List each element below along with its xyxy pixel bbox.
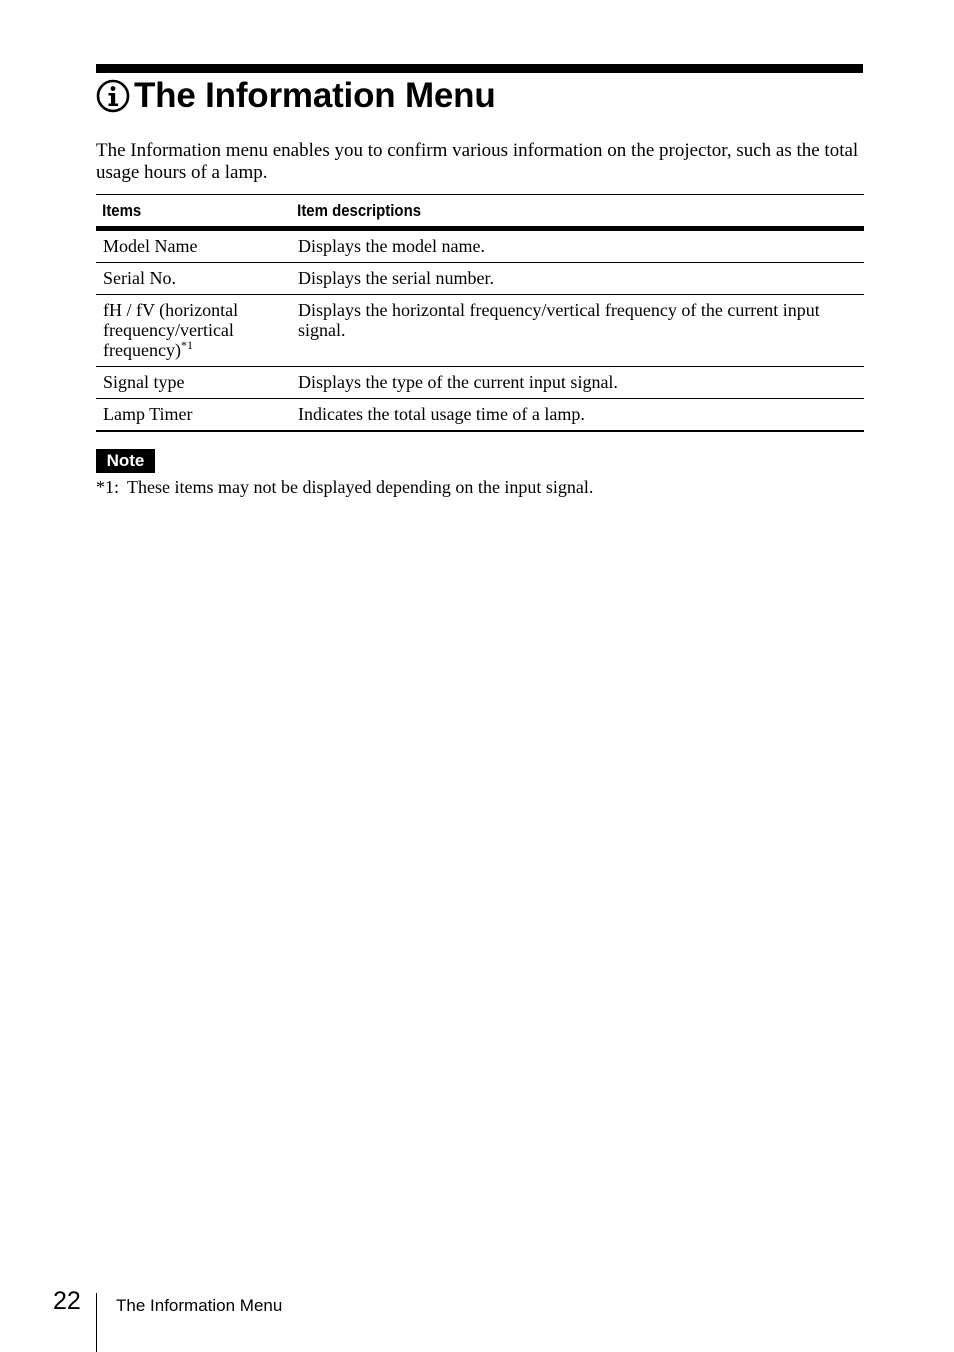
item-cell: Signal type — [96, 367, 291, 399]
item-cell: Serial No. — [96, 263, 291, 295]
note-badge: Note — [96, 449, 155, 473]
description-cell: Displays the type of the current input signal. — [291, 367, 864, 399]
footnote-mark: *1: — [96, 477, 120, 497]
table-row — [96, 295, 864, 367]
page-header — [96, 74, 496, 118]
table-row — [96, 367, 864, 399]
title-rule — [96, 64, 863, 73]
table-row — [96, 229, 864, 263]
table-row — [96, 263, 864, 295]
info-icon — [96, 79, 130, 113]
intro-paragraph: The Information menu enables you to confirm various information on the projector, such as the total usage hours of a lamp. — [96, 140, 859, 183]
description-cell: Indicates the total usage time of a lamp. — [291, 399, 864, 432]
description-cell: Displays the serial number. — [291, 263, 864, 295]
information-menu-table — [96, 194, 864, 432]
description-cell: Displays the model name. — [291, 229, 864, 263]
item-cell: Model Name — [96, 229, 291, 263]
page-title: The Information Menu — [134, 76, 496, 115]
footnote — [96, 476, 593, 498]
footnote-reference: *1 — [180, 338, 193, 352]
item-cell-text: fH / fV (horizontal frequency/vertical frequency) — [103, 300, 239, 360]
table-row — [96, 399, 864, 432]
item-cell: Lamp Timer — [96, 399, 291, 432]
column-header-items: Items — [96, 195, 268, 229]
footnote-text: These items may not be displayed depending on the input signal. — [127, 477, 594, 497]
footer-divider — [96, 1293, 97, 1352]
description-cell: Displays the horizontal frequency/vertical frequency of the current input signal. — [291, 295, 864, 367]
table-header-row — [96, 195, 864, 229]
item-cell — [96, 295, 291, 367]
footer-section-title: The Information Menu — [116, 1296, 283, 1315]
page-number: 22 — [53, 1287, 81, 1315]
column-header-item-descriptions: Item descriptions — [291, 195, 795, 229]
